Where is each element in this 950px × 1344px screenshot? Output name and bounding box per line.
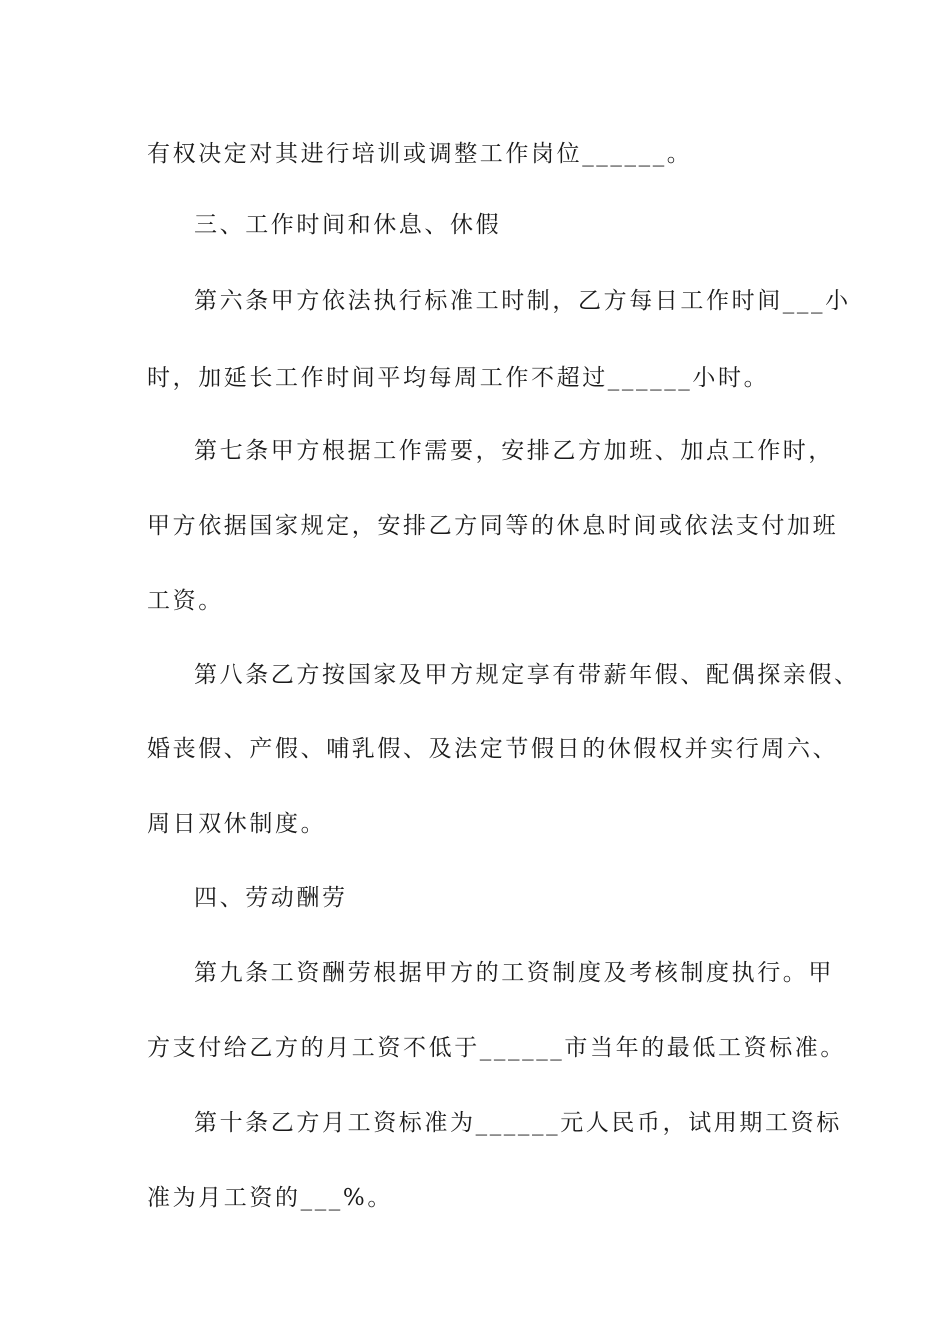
article-6-line-1: 第六条甲方依法执行标准工时制，乙方每日工作时间___小 xyxy=(194,288,851,314)
article-8-line-2: 婚丧假、产假、哺乳假、及法定节假日的休假权并实行周六、 xyxy=(147,736,839,762)
article-8-line-1: 第八条乙方按国家及甲方规定享有带薪年假、配偶探亲假、 xyxy=(194,662,860,688)
section-heading-remuneration: 四、劳动酬劳 xyxy=(194,885,348,911)
article-10-line-1: 第十条乙方月工资标准为______元人民币，试用期工资标 xyxy=(194,1110,842,1136)
text-line-training-clause: 有权决定对其进行培训或调整工作岗位______。 xyxy=(147,141,693,167)
article-9-line-1: 第九条工资酬劳根据甲方的工资制度及考核制度执行。甲 xyxy=(194,960,834,986)
article-6-line-2: 时，加延长工作时间平均每周工作不超过______小时。 xyxy=(147,365,770,391)
article-7-line-2: 甲方依据国家规定，安排乙方同等的休息时间或依法支付加班 xyxy=(147,513,839,539)
article-8-line-3: 周日双休制度。 xyxy=(147,811,327,837)
section-heading-work-hours: 三、工作时间和休息、休假 xyxy=(194,212,502,238)
article-7-line-3: 工资。 xyxy=(147,588,224,614)
article-9-line-2: 方支付给乙方的月工资不低于______市当年的最低工资标准。 xyxy=(147,1035,846,1061)
article-7-line-1: 第七条甲方根据工作需要，安排乙方加班、加点工作时， xyxy=(194,438,834,464)
article-10-line-2: 准为月工资的___%。 xyxy=(147,1185,393,1211)
